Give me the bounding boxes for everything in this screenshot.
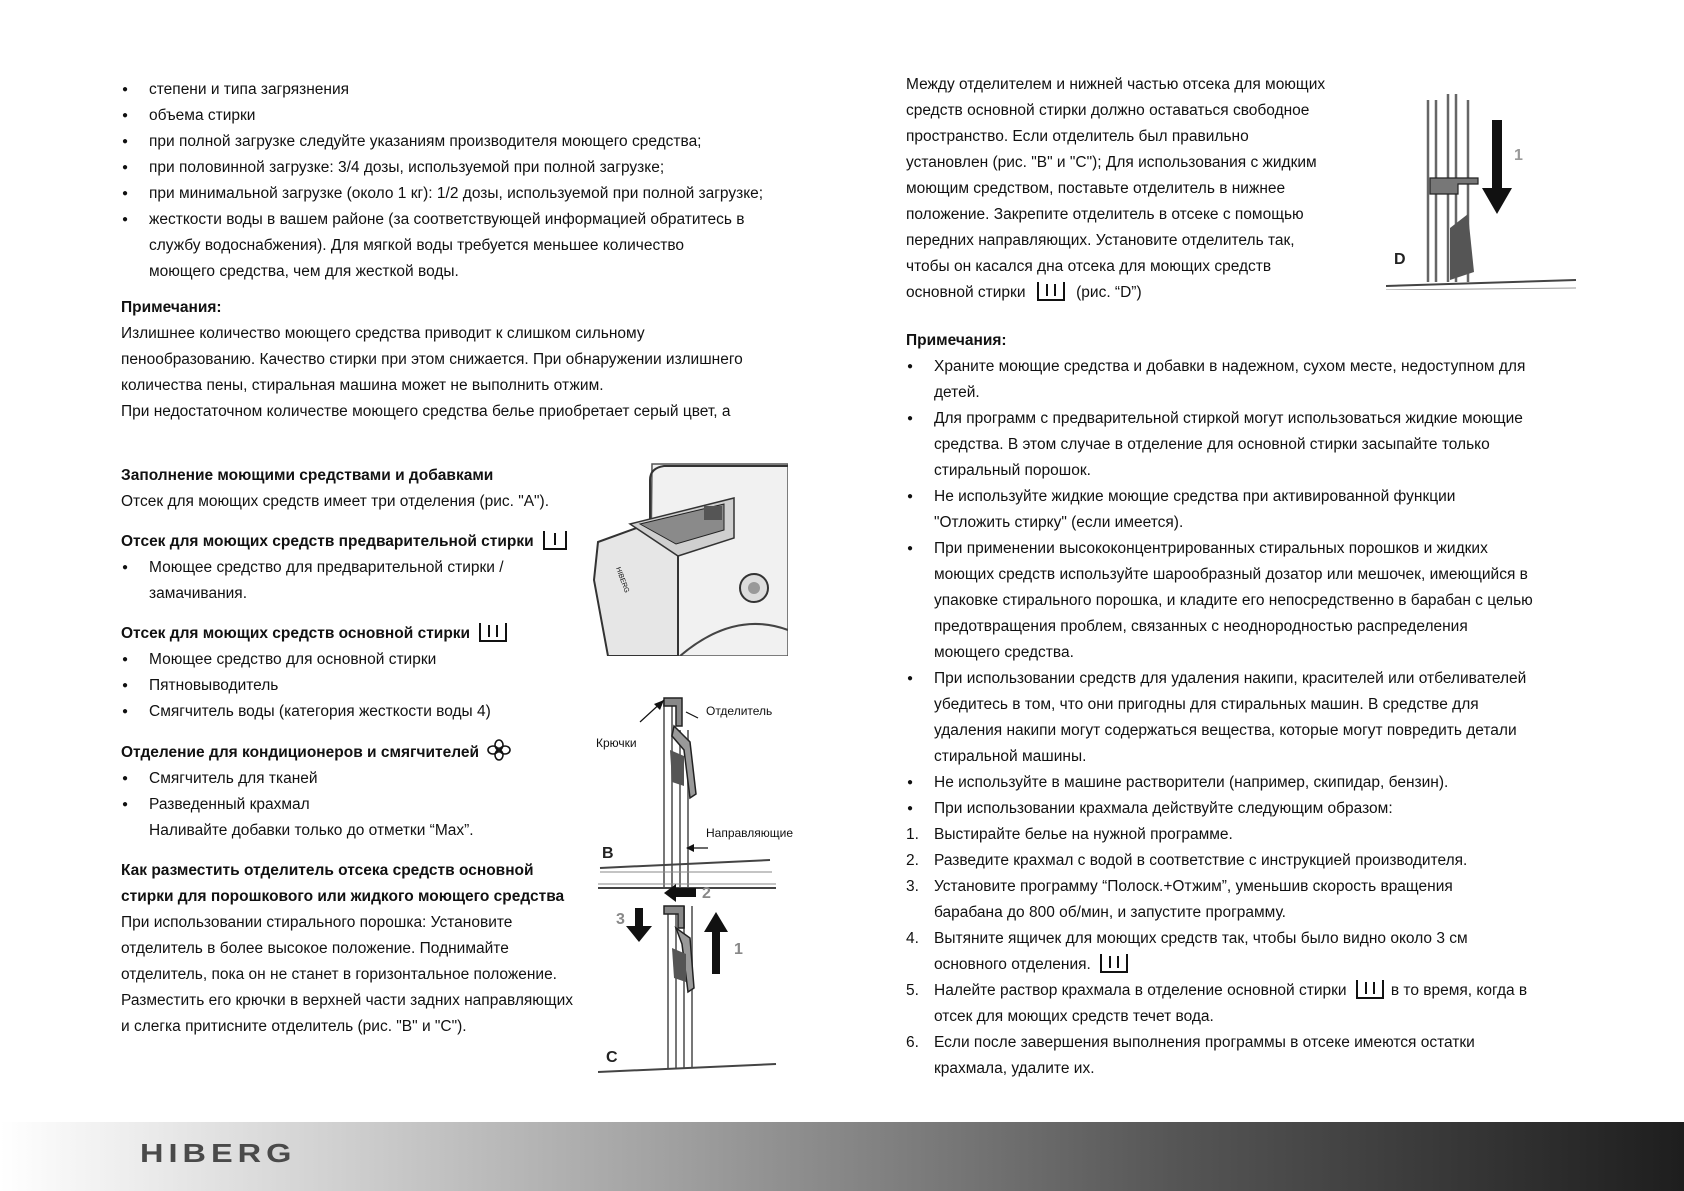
list-item: ● Смягчитель воды (категория жесткости воды 4)	[121, 699, 591, 725]
paragraph-line	[906, 280, 1356, 306]
list-item-continuation: предотвращения проблем, связанных с неоднородностью распределения	[934, 618, 1468, 635]
list-item: ● Смягчитель для тканей	[121, 766, 591, 792]
main-wash-compartment-icon	[1036, 281, 1066, 301]
conditioner-title: Отделение для кондиционеров и смягчителей	[121, 744, 479, 761]
figure-b-separator-high	[590, 690, 800, 890]
step-continuation: барабана до 800 об/мин, и запустите программу.	[934, 904, 1286, 921]
flower-softener-icon	[487, 739, 511, 761]
list-item: ● при половинной загрузке: 3/4 дозы, используемой при полной загрузке;	[121, 155, 781, 181]
paragraph-line: Отсек для моющих средств имеет три отделения (рис. "А").	[121, 493, 550, 510]
step-continuation: основного отделения.	[906, 952, 1606, 978]
paragraph-line: средств основной стирки должно оставаться свободное	[906, 102, 1310, 119]
list-item: ● Моющее средство для предварительной стирки /	[121, 555, 591, 581]
main-wash-compartment-icon	[1099, 953, 1129, 973]
list-item: ● жесткости воды в вашем районе (за соответствующей информацией обратитесь в	[121, 207, 781, 233]
paragraph-line: отделитель, пока он не станет в горизонтальное положение.	[121, 966, 557, 983]
list-item-continuation: замачивания.	[149, 585, 247, 602]
list-item: ● При использовании крахмала действуйте следующим образом:	[906, 796, 1606, 822]
list-item-continuation: убедитесь в том, что они пригодны для стиральных машин. В средстве для	[934, 696, 1479, 713]
paragraph-line: установлен (рис. "B" и "C"); Для использования с жидким	[906, 154, 1317, 171]
list-item: ● При использовании средств для удаления накипи, красителей или отбеливателей	[906, 666, 1606, 692]
list-item-continuation: средства. В этом случае в отделение для основной стирки засыпайте только	[934, 436, 1490, 453]
prewash-title: Отсек для моющих средств предварительной стирки	[121, 533, 534, 550]
section-heading: Заполнение моющими средствами и добавками	[121, 467, 494, 484]
step-continuation: отсек для моющих средств течет вода.	[934, 1008, 1214, 1025]
paragraph-line: Между отделителем и нижней частью отсека для моющих	[906, 76, 1326, 93]
list-item: ● при полной загрузке следуйте указаниям производителя моющего средства;	[121, 129, 781, 155]
figure-a-drawer	[584, 460, 788, 656]
list-item-continuation: упаковке стирального порошка, и кладите его непосредственно в барабан с целью	[934, 592, 1533, 609]
main-wash-compartment-icon	[478, 622, 508, 642]
arrow-number-1: 1	[1514, 147, 1523, 164]
list-item: ● Для программ с предварительной стиркой могут использоваться жидкие моющие	[906, 406, 1606, 432]
list-item: ● Храните моющие средства и добавки в надежном, сухом месте, недоступном для	[906, 354, 1606, 380]
list-item-continuation: "Отложить стирку" (если имеется).	[934, 514, 1184, 531]
paragraph-line: чтобы он касался дна отсека для моющих средств	[906, 258, 1272, 275]
list-item: ● при минимальной загрузке (около 1 кг): 1/2 дозы, используемой при полной загрузке;	[121, 181, 781, 207]
list-item: ● Разведенный крахмал	[121, 792, 591, 818]
figure-c-label: C	[606, 1049, 618, 1066]
arrow-number-2: 2	[702, 885, 711, 902]
intro-last-b: (рис. “D”)	[1076, 284, 1142, 301]
left-column	[121, 77, 781, 425]
paragraph-line: количества пены, стиральная машина может не выполнить отжим.	[121, 377, 604, 394]
step-item: 4. Вытяните ящичек для моющих средств так, чтобы было видно около 3 см	[906, 930, 1468, 947]
intro-last-a: основной стирки	[906, 284, 1026, 301]
section-heading: стирки для порошкового или жидкого моющего средства	[121, 888, 565, 905]
figure-d-separator-low	[1386, 84, 1580, 290]
separator-label: Отделитель	[706, 704, 773, 718]
guides-label: Направляющие	[706, 826, 794, 840]
left-column-lower	[121, 463, 591, 1040]
list-item: ● При применении высококонцентрированных стиральных порошков и жидких	[906, 536, 1606, 562]
paragraph-line: и слегка притисните отделитель (рис. "B" и "C").	[121, 1018, 467, 1035]
drawer-brand-text: HIBERG	[614, 566, 630, 594]
section-heading	[121, 739, 591, 766]
main-wash-compartment-icon	[1355, 979, 1385, 999]
section-heading: Как разместить отделитель отсека средств основной	[121, 862, 534, 879]
list-item-continuation: удаления накипи могут содержаться вещества, которые могут повредить детали	[934, 722, 1517, 739]
hooks-label: Крючки	[596, 736, 637, 750]
list-item-continuation: стиральный порошок.	[934, 462, 1091, 479]
step-item: 5. Налейте раствор крахмала в отделение основной стирки в то время, когда в	[906, 978, 1606, 1004]
right-notes	[906, 328, 1606, 1082]
section-heading	[121, 529, 591, 555]
list-item: ● объема стирки	[121, 103, 781, 129]
paragraph-line: моющим средством, поставьте отделитель в нижнее	[906, 180, 1286, 197]
list-item: ● Пятновыводитель	[121, 673, 591, 699]
list-item: ● Моющее средство для основной стирки	[121, 647, 591, 673]
step-item: 3. Установите программу “Полоск.+Отжим”, уменьшив скорость вращения	[906, 878, 1453, 895]
list-item: ● степени и типа загрязнения	[121, 77, 781, 103]
paragraph-line: пенообразованию. Качество стирки при этом снижается. При обнаружении излишнего	[121, 351, 743, 368]
paragraph-line: При использовании стирального порошка: Установите	[121, 914, 513, 931]
section-heading	[121, 621, 591, 647]
list-item-continuation: моющего средства.	[934, 644, 1074, 661]
step-item: 6. Если после завершения выполнения программы в отсеке имеются остатки	[906, 1034, 1475, 1051]
paragraph-line: Разместить его крючки в верхней части задних направляющих	[121, 992, 574, 1009]
list-item-continuation: стиральной машины.	[934, 748, 1087, 765]
main-wash-title: Отсек для моющих средств основной стирки	[121, 625, 471, 642]
step-item: 2. Разведите крахмал с водой в соответствие с инструкцией производителя.	[906, 852, 1468, 869]
step-item: 1. Выстирайте белье на нужной программе.	[906, 826, 1233, 843]
list-item-continuation: службу водоснабжения). Для мягкой воды требуется меньшее количество	[149, 237, 684, 254]
footer-bar	[0, 1122, 1684, 1191]
figure-b-label: B	[602, 845, 614, 862]
figure-c-separator-move	[598, 878, 798, 1078]
paragraph-line: При недостаточном количестве моющего средства белье приобретает серый цвет, а	[121, 403, 731, 420]
notes-heading: Примечания:	[906, 332, 1007, 349]
list-item-continuation: Наливайте добавки только до отметки “Max”.	[149, 822, 474, 839]
arrow-number-3: 3	[616, 911, 625, 928]
arrow-number-1: 1	[734, 941, 743, 958]
list-item: ● Не используйте в машине растворители (например, скипидар, бензин).	[906, 770, 1606, 796]
paragraph-line: пространство. Если отделитель был правильно	[906, 128, 1249, 145]
prewash-compartment-icon	[542, 530, 568, 550]
notes-heading: Примечания:	[121, 299, 222, 316]
step-continuation: крахмала, удалите их.	[934, 1060, 1095, 1077]
hiberg-logo: HIBERG	[140, 1138, 297, 1168]
paragraph-line: Излишнее количество моющего средства приводит к слишком сильному	[121, 325, 645, 342]
list-item: ● Не используйте жидкие моющие средства при активированной функции	[906, 484, 1606, 510]
right-intro	[906, 72, 1356, 306]
paragraph-line: передних направляющих. Установите отделитель так,	[906, 232, 1295, 249]
paragraph-line: отделитель в более высокое положение. Поднимайте	[121, 940, 509, 957]
list-item-continuation: моющего средства, чем для жесткой воды.	[149, 263, 459, 280]
figure-d-label: D	[1394, 251, 1406, 268]
paragraph-line: положение. Закрепите отделитель в отсеке с помощью	[906, 206, 1304, 223]
list-item-continuation: детей.	[934, 384, 980, 401]
list-item-continuation: моющих средств используйте шарообразный дозатор или мешочек, имеющийся в	[934, 566, 1528, 583]
